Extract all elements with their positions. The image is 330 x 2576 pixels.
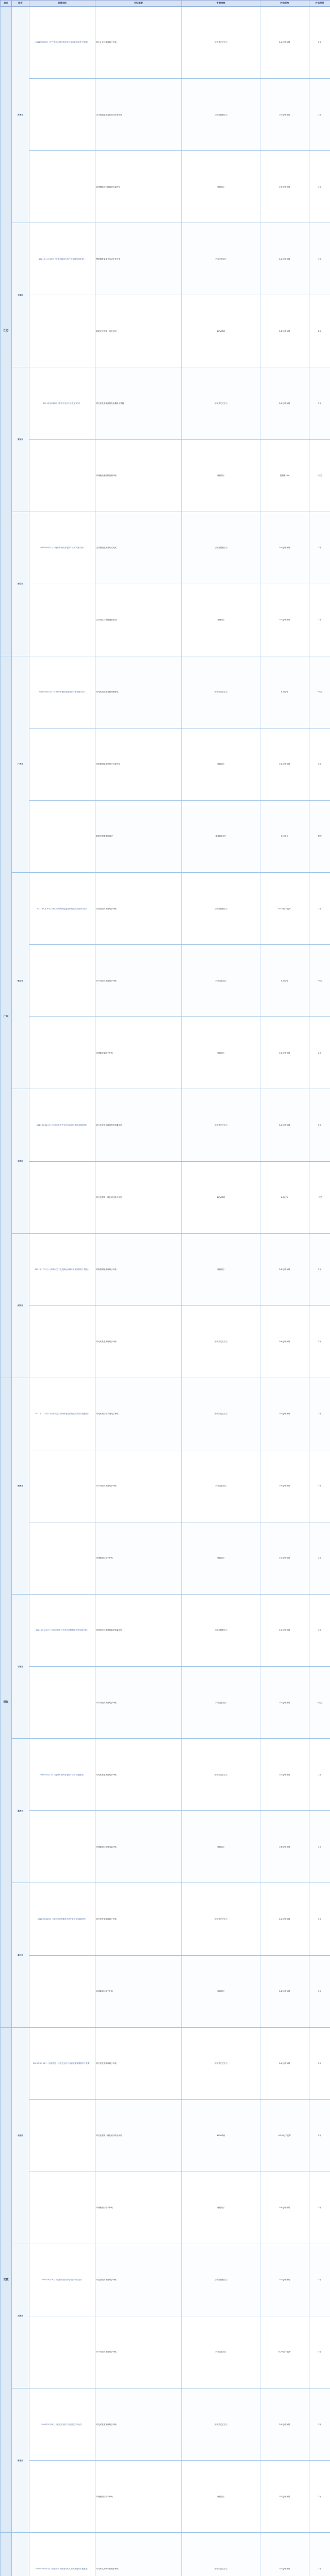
policy-period-cell: 2年 (309, 873, 330, 945)
table-row (1, 801, 330, 873)
policy-doc-cell (29, 2172, 95, 2244)
policy-amount-cell: 0.4元/千瓦时 (260, 1306, 309, 1378)
policy-amount-cell: 0.2元/千瓦时 (260, 1522, 309, 1594)
policy-target-cell: 分布式光伏项目 (182, 2533, 260, 2576)
header-target: 补贴对象 (182, 1, 260, 7)
policy-doc-cell (29, 1306, 95, 1378)
policy-doc-cell (29, 2316, 95, 2388)
table-row (1, 584, 330, 656)
policy-content-cell: 对储能设施按投资额补贴 (95, 439, 182, 512)
policy-doc-cell: 2021年3月10日《常州市光伏产业发展规划》 (29, 367, 95, 439)
table-row (1, 1739, 330, 1811)
policy-period-cell: 2年 (309, 728, 330, 800)
policy-target-cell: 分布式光伏项目 (182, 7, 260, 79)
city-cell: 嘉兴市 (12, 1883, 29, 2027)
policy-content-cell: 对户用光伏项目给予补贴 (95, 1450, 182, 1522)
table-row (1, 1306, 330, 1378)
policy-doc-cell: 2021年8月31日《南京市光伏发电推广应用实施方案》 (29, 512, 95, 584)
policy-amount-cell: 0.2元/千瓦时 (260, 728, 309, 800)
policy-amount-cell: 0.3元/千瓦时 (260, 2172, 309, 2244)
policy-period-cell: 2年 (309, 1739, 330, 1811)
policy-amount-cell: 投资额10% (260, 439, 309, 512)
policy-doc-cell: 2021年11月8日《杭州市关于加快推进光伏发电应用的实施意见》 (29, 1378, 95, 1450)
policy-amount-cell: 0.25元/千瓦时 (260, 2316, 309, 2388)
policy-content-cell: 对光伏建筑一体化项目给予补贴 (95, 2099, 182, 2172)
policy-amount-cell: 0.2元/千瓦时 (260, 1667, 309, 1739)
policy-target-cell: 储能项目 (182, 1522, 260, 1594)
policy-target-cell: 分布式光伏项目 (182, 1089, 260, 1161)
policy-amount-cell: 0.15元/千瓦时 (260, 2099, 309, 2172)
policy-content-cell: 对储能项目给予补贴 (95, 2461, 182, 2533)
policy-content-cell: 对光伏电站按装机规模补贴 (95, 656, 182, 728)
policy-target-cell: 分布式光伏项目 (182, 1306, 260, 1378)
table-row (1, 1233, 330, 1306)
policy-content-cell: 支持建设屋顶分布式光伏 (95, 512, 182, 584)
table-row (1, 656, 330, 728)
table-row (1, 151, 330, 223)
policy-doc-cell: 2021年6月30日《合肥市进一步促进光伏产业高质量发展的若干政策》 (29, 2027, 95, 2099)
policy-amount-cell: 0.1元/千瓦时 (260, 1378, 309, 1450)
policy-amount-cell: 0.1元/千瓦时 (260, 367, 309, 439)
policy-content-cell: 鼓励开展需求侧响应 (95, 801, 182, 873)
policy-amount-cell: 0.2元/千瓦时 (260, 2461, 309, 2533)
policy-content-cell: 对储能项目按放电量补贴 (95, 1811, 182, 1883)
table-row (1, 367, 330, 439)
policy-content-cell: 公共建筑屋顶光伏项目给予补贴 (95, 79, 182, 151)
policy-content-cell: 对分布式光伏项目按发电量补贴 (95, 1089, 182, 1161)
policy-period-cell: 2年 (309, 512, 330, 584)
policy-doc-cell (29, 1522, 95, 1594)
policy-target-cell: 工商业屋顶项目 (182, 512, 260, 584)
table-row (1, 1522, 330, 1594)
policy-content-cell: 新建储能项目按装机容量补贴 (95, 151, 182, 223)
table-row (1, 1595, 330, 1667)
policy-target-cell: 光储项目 (182, 584, 260, 656)
policy-doc-cell: 2021年5月22日《广州市黄埔区促进光伏产业发展办法》 (29, 656, 95, 728)
policy-content-cell: 对储能项目给予补贴 (95, 1955, 182, 2027)
policy-content-cell: 对储能项目给予补贴 (95, 1522, 182, 1594)
policy-target-cell: 户用光伏项目 (182, 2316, 260, 2388)
policy-doc-cell: 2021年12月22日《重庆市关于推进分布式光伏发展的实施意见》 (29, 2533, 95, 2576)
policy-content-cell: 对户用光伏项目给予补贴 (95, 1667, 182, 1739)
city-cell: 淮北市 (12, 2388, 29, 2533)
policy-period-cell: 一次性 (309, 1667, 330, 1739)
table-row (1, 2316, 330, 2388)
table-row (1, 1450, 330, 1522)
policy-target-cell: 工商业屋顶项目 (182, 1595, 260, 1667)
header-row (1, 1, 330, 7)
city-cell: 无锡市 (12, 223, 29, 367)
policy-content-cell: 对企业光伏项目给予补贴 (95, 7, 182, 79)
policy-amount-cell: 0.1元/千瓦时 (260, 7, 309, 79)
policy-amount-cell: 0.1元/千瓦时 (260, 1883, 309, 1955)
policy-doc-cell: 2021年3月12日《温州市光伏发电推广应用实施意见》 (29, 1739, 95, 1811)
policy-doc-cell (29, 584, 95, 656)
policy-doc-cell: 2021年7月22日《深圳市关于促进绿色低碳产业发展的若干措施》 (29, 1233, 95, 1306)
policy-doc-cell (29, 2099, 95, 2172)
policy-doc-cell (29, 2461, 95, 2533)
policy-content-cell: 整县推进屋顶分布式光伏开发 (95, 223, 182, 295)
policy-target-cell: 工商业屋顶项目 (182, 2244, 260, 2316)
policy-amount-cell: 0.1元/千瓦时 (260, 1739, 309, 1811)
policy-doc-cell: 2021年4月26日《佛山市南海区促进光伏发电应用扶持办法》 (29, 873, 95, 945)
policy-content-cell: 对屋顶光伏项目给予补贴 (95, 2244, 182, 2316)
policy-content-cell: 对储能项目给予补贴 (95, 2172, 182, 2244)
policy-doc-cell: 2021年3月9日《关于苏州市加快推进光伏发电应用的若干措施》 (29, 7, 95, 79)
table-row (1, 79, 330, 151)
policy-amount-cell: 5元/千瓦 (260, 801, 309, 873)
policy-target-cell: 分布式光伏项目 (182, 656, 260, 728)
table-row (1, 2388, 330, 2461)
policy-doc-cell (29, 728, 95, 800)
policy-target-cell: 储能项目 (182, 1017, 260, 1089)
policy-period-cell: 3年 (309, 367, 330, 439)
policy-content-cell: 对光伏发电项目按发电量给予奖励 (95, 367, 182, 439)
policy-amount-cell: 0.2元/千瓦时 (260, 584, 309, 656)
policy-content-cell: 支持光伏与储能配套建设 (95, 584, 182, 656)
policy-amount-cell: 0.2元/千瓦时 (260, 1017, 309, 1089)
policy-target-cell: 分布式光伏项目 (182, 2027, 260, 2099)
policy-content-cell: 对光伏发电项目给予补贴 (95, 1883, 182, 1955)
policy-amount-cell: 0.1元/千瓦时 (260, 1595, 309, 1667)
policy-doc-cell (29, 1161, 95, 1233)
table-row (1, 1161, 330, 1233)
city-cell: 南京市 (12, 512, 29, 656)
policy-target-cell: 工商业屋顶项目 (182, 79, 260, 151)
table-row (1, 2461, 330, 2533)
table-body (1, 7, 330, 2576)
policy-target-cell: 储能项目 (182, 1233, 260, 1306)
policy-target-cell: 分布式光伏项目 (182, 367, 260, 439)
policy-doc-cell: 2021年1月10日《淮北市光伏产业发展扶持办法》 (29, 2388, 95, 2461)
policy-period-cell: 一次性 (309, 439, 330, 512)
policy-amount-cell: 0.5元/千瓦时 (260, 1233, 309, 1306)
province-cell: 江苏 (1, 7, 12, 656)
policy-content-cell: 对新型储能项目给予补贴 (95, 1233, 182, 1306)
policy-target-cell: 储能项目 (182, 2461, 260, 2533)
city-cell: 芜湖市 (12, 2244, 29, 2388)
city-cell: 合肥市 (12, 2027, 29, 2244)
city-cell: 东莞市 (12, 1089, 29, 1233)
policy-period-cell: 3年 (309, 2244, 330, 2316)
policy-period-cell: 3年 (309, 1450, 330, 1522)
policy-target-cell: 分布式光伏项目 (182, 1378, 260, 1450)
province-cell: 浙江 (1, 1378, 12, 2027)
policy-doc-cell (29, 151, 95, 223)
policy-period-cell: 2年 (309, 1017, 330, 1089)
policy-amount-cell: 0.5元/瓦 (260, 1161, 309, 1233)
policy-period-cell: 2年 (309, 2461, 330, 2533)
policy-period-cell: 3年 (309, 7, 330, 79)
table-row (1, 873, 330, 945)
city-cell: 杭州市 (12, 1378, 29, 1594)
policy-target-cell: 需求响应用户 (182, 801, 260, 873)
policy-target-cell: 储能项目 (182, 728, 260, 800)
policy-target-cell: 分布式光伏项目 (182, 1739, 260, 1811)
table-row (1, 728, 330, 800)
policy-target-cell: 工商业屋顶项目 (182, 873, 260, 945)
policy-doc-cell (29, 801, 95, 873)
city-cell: 佛山市 (12, 873, 29, 1089)
policy-doc-cell (29, 1667, 95, 1739)
policy-content-cell: 对储能设施给予补贴 (95, 1017, 182, 1089)
table-row (1, 2172, 330, 2244)
header-amount: 补贴标准 (260, 1, 309, 7)
policy-doc-cell (29, 295, 95, 367)
policy-period-cell: 3年 (309, 151, 330, 223)
policy-period-cell: 2年 (309, 2172, 330, 2244)
table-row (1, 7, 330, 79)
policy-period-cell: 2年 (309, 584, 330, 656)
header-region: 地区 (1, 1, 12, 7)
policy-amount-cell: 0.1元/千瓦时 (260, 2388, 309, 2461)
policy-content-cell: 对户用光伏项目给予补贴 (95, 945, 182, 1017)
policy-amount-cell: 0.3元/千瓦时 (260, 1450, 309, 1522)
city-cell: 温州市 (12, 1739, 29, 1883)
table-row (1, 1017, 330, 1089)
policy-period-cell: 2年 (309, 2533, 330, 2576)
province-cell (1, 2533, 12, 2576)
policy-doc-cell (29, 945, 95, 1017)
policy-content-cell: 对光伏项目给予发电量补贴 (95, 1378, 182, 1450)
policy-period-cell: 3年 (309, 2388, 330, 2461)
policy-period-cell: 5年 (309, 1089, 330, 1161)
policy-target-cell: 储能项目 (182, 2172, 260, 2244)
table-row (1, 2099, 330, 2172)
header-city: 城市 (12, 1, 29, 7)
policy-target-cell: 分布式光伏项目 (182, 2388, 260, 2461)
policy-target-cell: 户用光伏项目 (182, 1450, 260, 1522)
policy-doc-cell: 2021年11月19日《无锡市推动光伏产业发展实施意见》 (29, 223, 95, 295)
policy-period-cell: 3年 (309, 1955, 330, 2027)
policy-period-cell: 3年 (309, 1306, 330, 1378)
policy-amount-cell: 0.2元/千瓦时 (260, 1955, 309, 2027)
policy-content-cell: 对光伏发电项目给予补贴 (95, 2027, 182, 2099)
table-header (1, 1, 330, 7)
policy-period-cell: 5年 (309, 2099, 330, 2172)
policy-period-cell: 2年 (309, 1378, 330, 1450)
table-row (1, 1089, 330, 1161)
table-row (1, 1378, 330, 1450)
table-row (1, 2244, 330, 2316)
policy-period-cell: 按次 (309, 801, 330, 873)
policy-content-cell: 对分布式光伏项目给予补贴 (95, 2533, 182, 2576)
policy-period-cell: 2年 (309, 295, 330, 367)
policy-period-cell: 2年 (309, 1811, 330, 1883)
policy-amount-cell: 0.1元/千瓦时 (260, 223, 309, 295)
policy-period-cell: 1年 (309, 223, 330, 295)
policy-content-cell: 对光伏发电项目给予补贴 (95, 1739, 182, 1811)
policy-amount-cell: 0.1元/千瓦时 (260, 2027, 309, 2099)
policy-target-cell: 储能项目 (182, 151, 260, 223)
city-cell: 苏州市 (12, 7, 29, 223)
table-row (1, 1667, 330, 1739)
policy-period-cell: 3年 (309, 1883, 330, 1955)
policy-content-cell: 对光伏发电项目给予补贴 (95, 2388, 182, 2461)
city-cell: 深圳市 (12, 1233, 29, 1378)
policy-amount-cell: 0.1元/千瓦时 (260, 79, 309, 151)
policy-doc-cell: 2021年6月18日《宁波市推进分布式光伏规模化开发实施方案》 (29, 1595, 95, 1667)
policy-amount-cell: 0.3元/瓦 (260, 656, 309, 728)
policy-doc-cell (29, 1955, 95, 2027)
policy-amount-cell: 0.1元/千瓦时 (260, 512, 309, 584)
city-cell: 广州市 (12, 656, 29, 872)
header-content: 补贴类型 (95, 1, 182, 7)
policy-target-cell: 户用光伏项目 (182, 1667, 260, 1739)
table-row (1, 223, 330, 295)
table-row (1, 512, 330, 584)
policy-period-cell: 2年 (309, 79, 330, 151)
policy-period-cell: 5年 (309, 2027, 330, 2099)
policy-amount-cell: 0.3元/千瓦时 (260, 151, 309, 223)
policy-doc-cell (29, 439, 95, 512)
policy-amount-cell: 0.15元/千瓦时 (260, 873, 309, 945)
policy-period-cell: 3年 (309, 2316, 330, 2388)
policy-content-cell: 对光伏建筑一体化项目给予补贴 (95, 1161, 182, 1233)
table-row (1, 295, 330, 367)
header-policy: 政策名称 (29, 1, 95, 7)
table-row (1, 2533, 330, 2576)
policy-target-cell: 储能项目 (182, 1955, 260, 2027)
policy-doc-cell (29, 1017, 95, 1089)
policy-amount-cell: 0.1元/千瓦时 (260, 2244, 309, 2316)
policy-amount-cell: 0.8元/千瓦时 (260, 1811, 309, 1883)
policy-content-cell: 对光伏发电项目给予补贴 (95, 1306, 182, 1378)
policy-target-cell: BIPV项目 (182, 2099, 260, 2172)
province-cell: 广东 (1, 656, 12, 1378)
policy-amount-cell: 0.1元/千瓦时 (260, 2533, 309, 2576)
policy-content-cell: 对屋顶光伏项目按装机容量补贴 (95, 1595, 182, 1667)
table-row (1, 1883, 330, 1955)
table-row (1, 945, 330, 1017)
policy-content-cell: 对户用光伏项目给予补贴 (95, 2316, 182, 2388)
header-period: 补贴时间 (309, 1, 330, 7)
policy-period-cell: 一次性 (309, 945, 330, 1017)
policy-period-cell: 3年 (309, 1233, 330, 1306)
policy-amount-cell: 0.2元/千瓦时 (260, 295, 309, 367)
policy-target-cell: BIPV项目 (182, 1161, 260, 1233)
policy-target-cell: 储能项目 (182, 1811, 260, 1883)
policy-target-cell: 储能项目 (182, 439, 260, 512)
policy-doc-cell: 2021年6月24日《东莞市分布式光伏发电项目资助实施细则》 (29, 1089, 95, 1161)
policy-content-cell: 对屋顶光伏项目给予补贴 (95, 873, 182, 945)
policy-target-cell: 户用光伏项目 (182, 223, 260, 295)
policy-amount-cell: 0.3元/瓦 (260, 945, 309, 1017)
policy-doc-cell (29, 1811, 95, 1883)
table-row (1, 1955, 330, 2027)
policy-target-cell: 分布式光伏项目 (182, 1883, 260, 1955)
policy-period-cell: 一次性 (309, 656, 330, 728)
policy-target-cell: 户用光伏项目 (182, 945, 260, 1017)
policy-period-cell: 3年 (309, 1595, 330, 1667)
policy-doc-cell: 2021年4月28日《芜湖市光伏发电项目补贴办法》 (29, 2244, 95, 2316)
policy-doc-cell (29, 79, 95, 151)
policy-target-cell: BIPV项目 (182, 295, 260, 367)
policy-doc-cell: 2021年9月25日《嘉兴市加快推进光伏产业发展实施意见》 (29, 1883, 95, 1955)
city-cell: 常州市 (12, 367, 29, 512)
policy-period-cell: 2年 (309, 1522, 330, 1594)
table-row (1, 1811, 330, 1883)
table-row (1, 2027, 330, 2099)
policy-amount-cell: 0.1元/千瓦时 (260, 1089, 309, 1161)
policy-period-cell: 一次性 (309, 1161, 330, 1233)
policy-content-cell: 对新建储能电站给予运营补贴 (95, 728, 182, 800)
table-row (1, 439, 330, 512)
city-cell (12, 2533, 29, 2576)
province-cell: 安徽 (1, 2027, 12, 2533)
policy-doc-cell (29, 1450, 95, 1522)
city-cell: 宁波市 (12, 1595, 29, 1739)
policy-content-cell: 鼓励光伏建筑一体化项目 (95, 295, 182, 367)
